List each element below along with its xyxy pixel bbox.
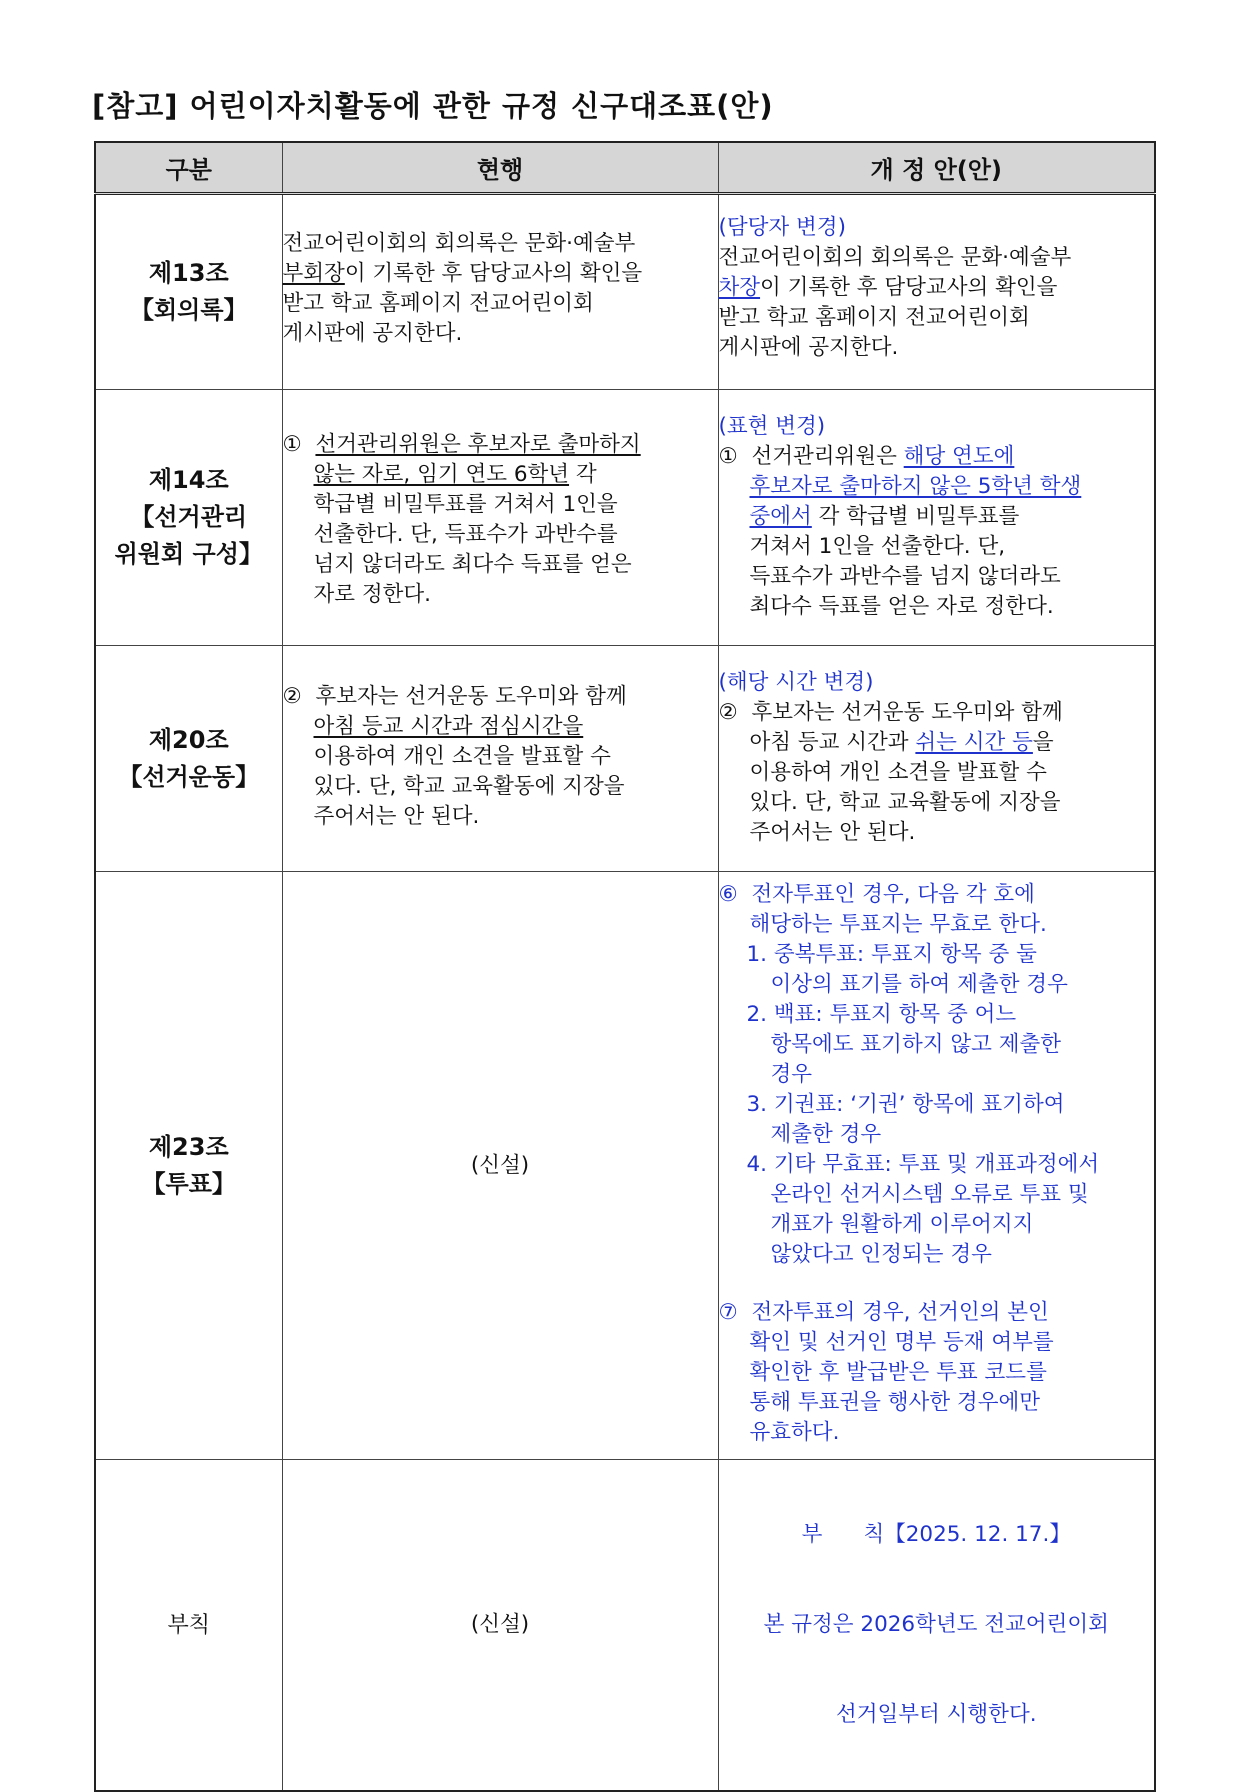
text-line: 전교어린이회의 회의록은 문화·예술부 xyxy=(282,231,636,256)
text-line: 경우 xyxy=(770,1062,813,1087)
text-line: 개표가 원활하게 이루어지지 xyxy=(770,1212,1034,1237)
text-line: ② 후보자는 선거운동 도우미와 함께 xyxy=(718,700,1063,725)
article-subject: 위원회 구성】 xyxy=(114,540,263,568)
page-title: [참고] 어린이자치활동에 관한 규정 신구대조표(안) xyxy=(92,89,774,123)
text-line: 중에서 각 학급별 비밀투표를 xyxy=(749,504,1020,529)
text-line: ① 선거관리위원은 해당 연도에 xyxy=(718,444,1015,469)
article-cell xyxy=(95,194,282,390)
text-line: 이용하여 개인 소견을 발표할 수 xyxy=(749,760,1047,785)
text-line: ⑦ 전자투표의 경우, 선거인의 본인 xyxy=(718,1300,1049,1325)
table-row xyxy=(95,1460,1155,1792)
proposed-text-cell xyxy=(718,194,1155,390)
change-note: (담당자 변경) xyxy=(718,215,846,240)
table-row xyxy=(95,194,1155,390)
table-header-row xyxy=(95,142,1155,194)
text-line: 선거일부터 시행한다. xyxy=(835,1702,1037,1727)
text-line: 제출한 경우 xyxy=(770,1122,882,1147)
text-line: 부 칙【2025. 12. 17.】 xyxy=(801,1522,1071,1547)
text-line: 거쳐서 1인을 선출한다. 단, xyxy=(749,534,1006,559)
header-proposed: 개 정 안(안) xyxy=(718,142,1155,194)
text-line: 1. 중복투표: 투표지 항목 중 둘 xyxy=(746,942,1037,967)
current-text-cell: (신설) xyxy=(282,872,718,1460)
article-cell xyxy=(95,872,282,1460)
proposed-text-cell xyxy=(718,872,1155,1460)
text-line: 게시판에 공지한다. xyxy=(282,321,463,346)
spacer xyxy=(719,1270,1155,1298)
text-line: 학급별 비밀투표를 거쳐서 1인을 xyxy=(313,492,618,517)
text-line: 이용하여 개인 소견을 발표할 수 xyxy=(313,744,611,769)
text-line: 주어서는 안 된다. xyxy=(313,804,480,829)
current-text-cell: (신설) xyxy=(282,1460,718,1792)
comparison-table xyxy=(94,141,1156,1792)
text-line: ② 후보자는 선거운동 도우미와 함께 xyxy=(282,684,627,709)
article-cell xyxy=(95,390,282,646)
article-subject: 【선거운동】 xyxy=(118,762,260,791)
article-cell xyxy=(95,646,282,872)
text-line: 아침 등교 시간과 점심시간을 xyxy=(313,714,584,739)
text-line: 아침 등교 시간과 쉬는 시간 등을 xyxy=(749,730,1054,755)
change-note: (해당 시간 변경) xyxy=(718,670,874,695)
text-line: 3. 기권표: ‘기권’ 항목에 표기하여 xyxy=(746,1092,1065,1117)
text-line: 항목에도 표기하지 않고 제출한 xyxy=(770,1032,1062,1057)
text-line: 통해 투표권을 행사한 경우에만 xyxy=(749,1390,1041,1415)
text-line: 게시판에 공지한다. xyxy=(718,335,899,360)
proposed-text-cell xyxy=(718,1460,1155,1792)
text-line: 있다. 단, 학교 교육활동에 지장을 xyxy=(749,790,1061,815)
text-line: 본 규정은 2026학년도 전교어린이회 xyxy=(763,1612,1109,1637)
table-row xyxy=(95,646,1155,872)
article-subject: 【회의록】 xyxy=(129,296,248,324)
article-number: 제23조 xyxy=(148,1132,229,1161)
article-number: 제14조 xyxy=(148,466,229,494)
text-line: 자로 정한다. xyxy=(313,582,432,607)
table-row xyxy=(95,872,1155,1460)
article-cell xyxy=(95,1460,282,1792)
header-category: 구분 xyxy=(95,142,282,194)
text-line: ① 선거관리위원은 후보자로 출마하지 xyxy=(282,432,641,457)
change-note: (표현 변경) xyxy=(718,414,826,439)
current-text-cell xyxy=(282,194,718,390)
article-number: 부칙 xyxy=(167,1613,210,1638)
article-subject: 【선거관리 xyxy=(130,503,248,531)
text-line: 차장이 기록한 후 담당교사의 확인을 xyxy=(718,275,1058,300)
text-line: 확인한 후 발급받은 투표 코드를 xyxy=(749,1360,1047,1385)
text-line: 4. 기타 무효표: 투표 및 개표과정에서 xyxy=(746,1152,1100,1177)
text-line: 이상의 표기를 하여 제출한 경우 xyxy=(770,972,1068,997)
text-line: 넘지 않더라도 최다수 득표를 얻은 xyxy=(313,552,632,577)
text-line: 2. 백표: 투표지 항목 중 어느 xyxy=(746,1002,1017,1027)
text-line: 부회장이 기록한 후 담당교사의 확인을 xyxy=(282,261,643,286)
text-line: 받고 학교 홈페이지 전교어린이회 xyxy=(718,305,1030,330)
text-line: 확인 및 선거인 명부 등재 여부를 xyxy=(749,1330,1054,1355)
text-line: 온라인 선거시스템 오류로 투표 및 xyxy=(770,1182,1089,1207)
text-line: 유효하다. xyxy=(749,1420,840,1445)
text-line: 최다수 득표를 얻은 자로 정한다. xyxy=(749,594,1054,619)
text-line: 않았다고 인정되는 경우 xyxy=(770,1242,992,1267)
proposed-text-cell xyxy=(718,390,1155,646)
text-line: 득표수가 과반수를 넘지 않더라도 xyxy=(749,564,1061,589)
article-subject: 【투표】 xyxy=(141,1169,236,1198)
current-text-cell xyxy=(282,646,718,872)
text-line: ⑥ 전자투표인 경우, 다음 각 호에 xyxy=(718,882,1035,907)
header-current: 현행 xyxy=(282,142,718,194)
article-number: 제13조 xyxy=(148,259,229,287)
text-line: 주어서는 안 된다. xyxy=(749,820,916,845)
text-line: 않는 자로, 임기 연도 6학년 각 xyxy=(313,462,597,487)
proposed-text-cell xyxy=(718,646,1155,872)
article-number: 제20조 xyxy=(148,725,229,754)
text-line: 후보자로 출마하지 않은 5학년 학생 xyxy=(749,474,1082,499)
table-row xyxy=(95,390,1155,646)
text-line: 전교어린이회의 회의록은 문화·예술부 xyxy=(718,245,1072,270)
text-line: 있다. 단, 학교 교육활동에 지장을 xyxy=(313,774,625,799)
text-line: 선출한다. 단, 득표수가 과반수를 xyxy=(313,522,618,547)
current-text-cell xyxy=(282,390,718,646)
text-line: 받고 학교 홈페이지 전교어린이회 xyxy=(282,291,594,316)
text-line: 해당하는 투표지는 무효로 한다. xyxy=(749,912,1047,937)
